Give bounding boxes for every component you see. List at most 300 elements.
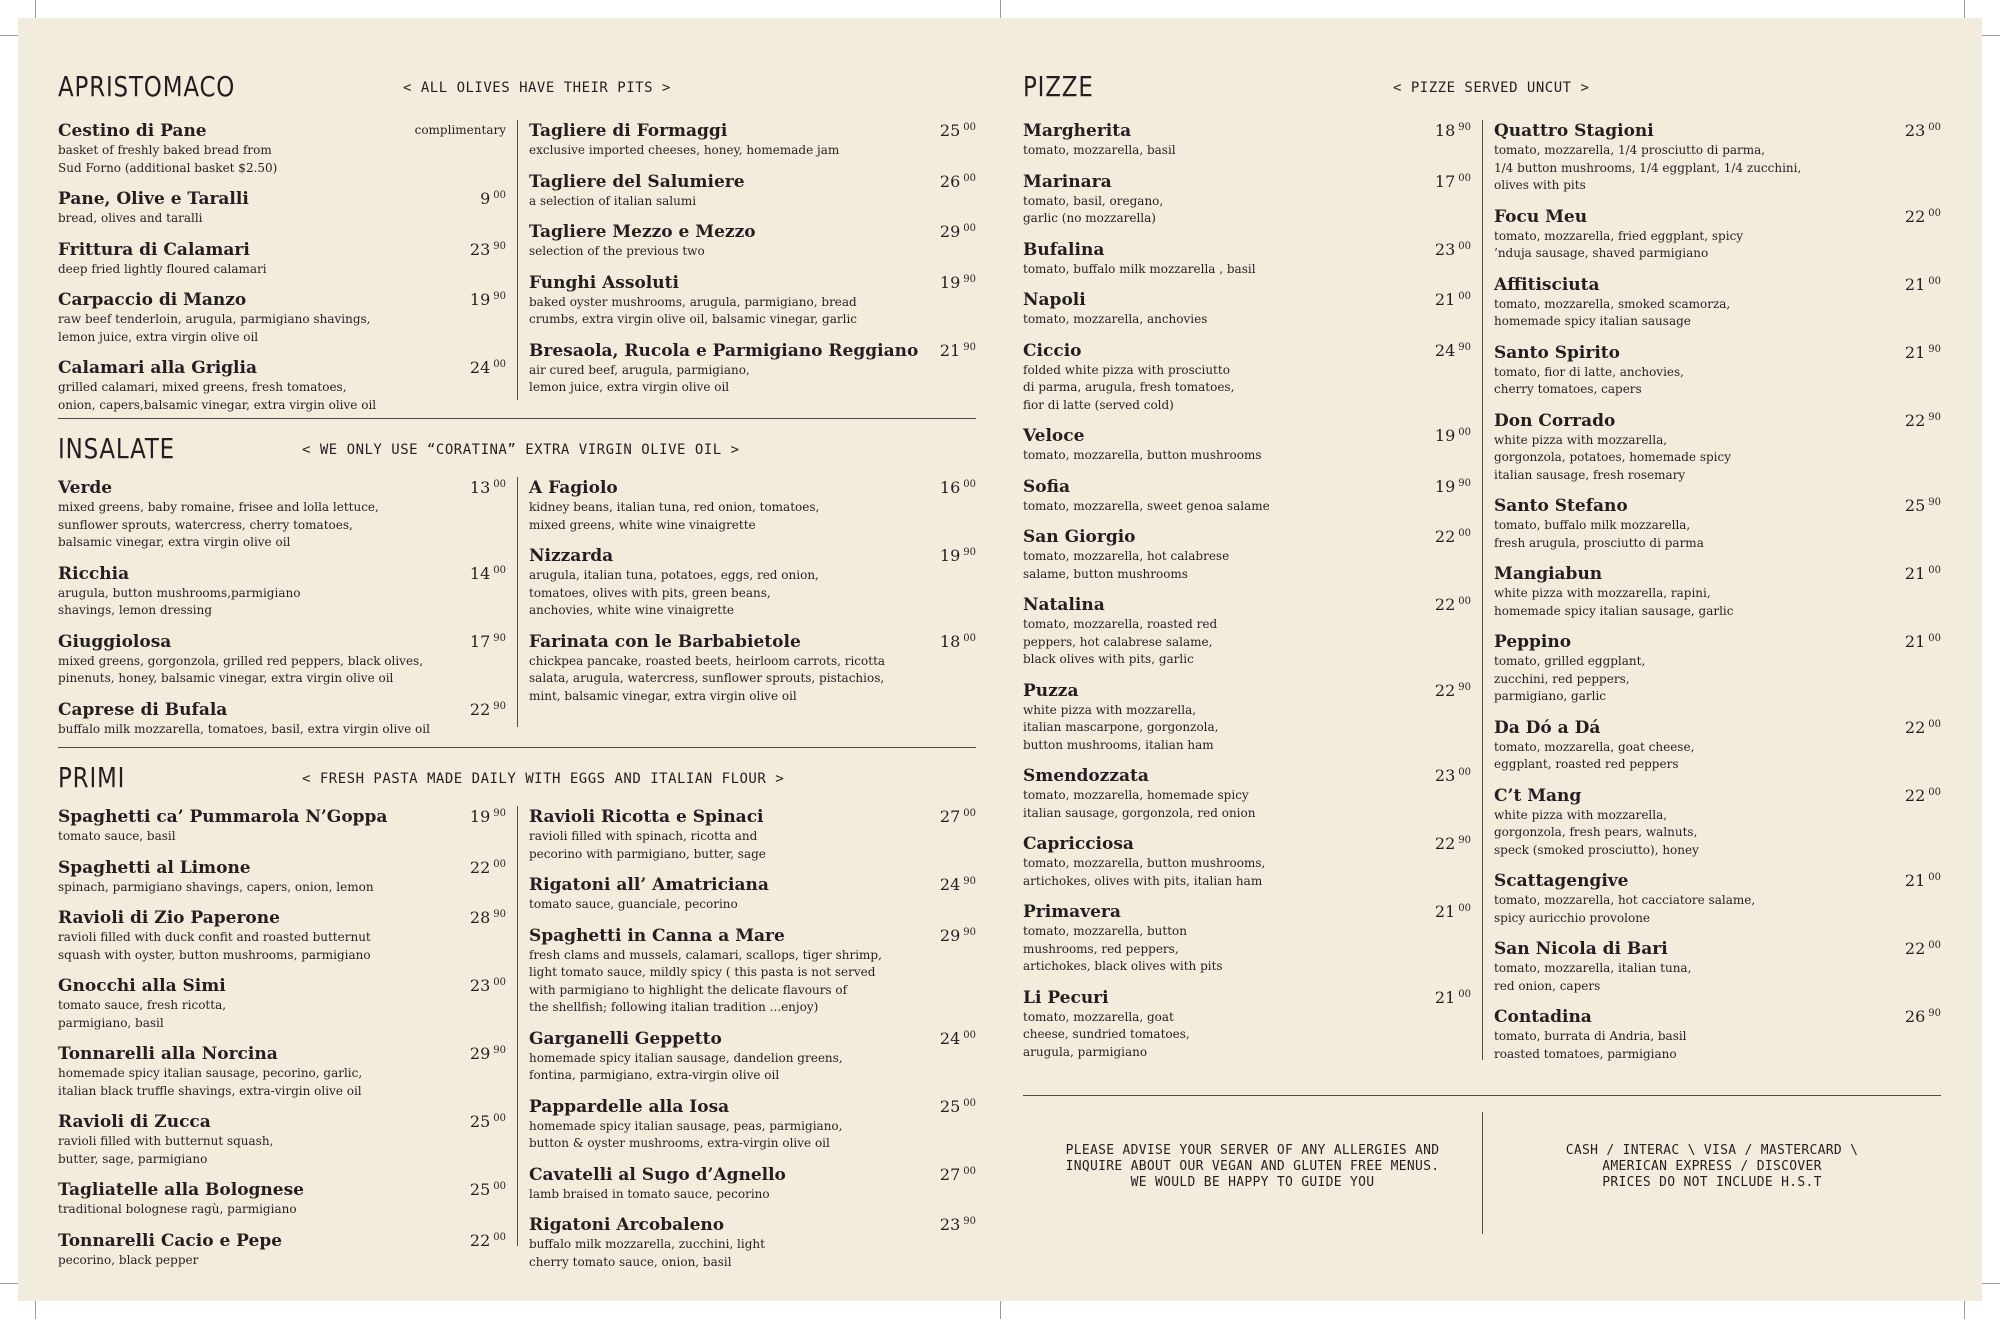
item-name: Santo Spirito: [1494, 342, 1620, 363]
menu-item: [1494, 120, 1941, 195]
item-description: exclusive imported cheeses, honey, homemade jam: [529, 143, 840, 157]
menu-item: [58, 806, 506, 846]
item-price: [1435, 341, 1471, 360]
item-name: Giuggiolosa: [58, 631, 172, 652]
price-amount: 23: [1434, 766, 1456, 785]
item-price: [940, 222, 976, 241]
price-cents: 00: [1458, 988, 1471, 1000]
price-cents: 00: [493, 479, 506, 490]
item-price: [940, 1165, 976, 1184]
menu-item: [58, 563, 506, 620]
item-name: Nizzarda: [529, 546, 614, 566]
item-description: tomato, mozzarella, hot calabrese salame, button mushrooms: [1023, 549, 1230, 581]
item-price: [1905, 871, 1941, 890]
item-description: fresh clams and mussels, calamari, scallops, tiger shrimp, light tomato sauce, mildly spicy ( this pasta is not served with parmigiano to highlight the delicate flavours of the shellfish; following italian tradition ...enjoy): [529, 947, 882, 1014]
item-price: [1435, 766, 1471, 785]
menu-item: [1023, 239, 1471, 279]
menu-item: [529, 545, 976, 620]
price-amount: 22: [1434, 595, 1456, 614]
item-price: [470, 632, 506, 651]
item-price: [940, 632, 976, 651]
price-cents: 90: [493, 1045, 506, 1056]
price-cents: 00: [493, 1231, 506, 1243]
price-amount: 22: [469, 857, 491, 877]
payment-notice: CASH / INTERAC \ VISA / MASTERCARD \ AMERICAN EXPRESS / DISCOVER PRICES DO NOT INCLUDE H.S.T: [1565, 1143, 1859, 1190]
column-divider: [1482, 120, 1483, 1060]
item-description: homemade spicy italian sausage, dandelion greens, fontina, parmigiano, extra-virgin olive oil: [529, 1050, 843, 1082]
price-cents: 90: [1928, 343, 1941, 355]
menu-item: [1023, 425, 1471, 465]
menu-item: [1023, 526, 1471, 583]
item-price: [1905, 496, 1941, 515]
menu-item: [58, 1111, 506, 1168]
item-name: San Giorgio: [1023, 527, 1136, 547]
item-name: Gnocchi alla Simi: [58, 976, 226, 996]
price-cents: 00: [1928, 122, 1941, 133]
crop-mark: [1000, 1301, 1001, 1319]
item-description: homemade spicy italian sausage, peas, parmigiano, button & oyster mushrooms, extra-virgin olive oil: [529, 1118, 843, 1150]
section-insalate: [58, 432, 976, 736]
item-price: [1905, 121, 1941, 140]
item-description: tomato sauce, basil: [58, 829, 176, 843]
item-price: [1435, 834, 1471, 853]
price-cents: 90: [963, 341, 976, 353]
price-amount: 25: [469, 1180, 491, 1199]
menu-item: [58, 239, 506, 279]
item-column: [1023, 120, 1471, 1072]
price-cents: 00: [493, 1181, 506, 1192]
item-name: Scattagengive: [1494, 871, 1629, 891]
item-description: grilled calamari, mixed greens, fresh tomatoes, onion, capers,balsamic vinegar, extra virgin olive oil: [58, 380, 377, 412]
crop-mark: [35, 0, 36, 18]
item-description: tomato, mozzarella, goat cheese, sundried tomatoes, arugula, parmigiano: [1023, 1009, 1190, 1059]
item-column: [529, 477, 976, 716]
item-name: Mangiabun: [1494, 564, 1603, 584]
menu-item: [529, 1096, 976, 1153]
item-description: spinach, parmigiano shavings, capers, onion, lemon: [58, 879, 374, 894]
item-price: [940, 478, 976, 497]
crop-mark: [1964, 1301, 1965, 1319]
item-description: tomato, buffalo milk mozzarella, fresh arugula, prosciutto di parma: [1494, 518, 1704, 550]
price-amount: 24: [469, 358, 491, 377]
item-name: Tonnarelli Cacio e Pepe: [58, 1230, 283, 1251]
item-price: [1905, 632, 1941, 651]
price-cents: 90: [493, 291, 506, 302]
menu-item: [529, 874, 976, 914]
price-amount: 21: [1434, 902, 1456, 921]
menu-item: [1023, 833, 1471, 890]
menu-item: [1023, 289, 1471, 329]
column-divider: [517, 120, 518, 400]
menu-item: [58, 907, 506, 964]
item-price: [940, 1097, 976, 1116]
price-amount: 9: [480, 189, 491, 208]
price-cents: 00: [1928, 633, 1941, 644]
crop-mark: [0, 1283, 18, 1284]
item-description: tomato, grilled eggplant, zucchini, red peppers, parmigiano, garlic: [1494, 654, 1646, 703]
item-price: [470, 358, 506, 377]
crop-mark: [1964, 0, 1965, 18]
price-cents: 90: [493, 909, 506, 920]
item-description: tomato, mozzarella, button mushrooms, red peppers, artichokes, black olives with pits: [1023, 924, 1223, 973]
price-cents: 00: [963, 223, 976, 234]
item-description: raw beef tenderloin, arugula, parmigiano shavings, lemon juice, extra virgin olive oil: [58, 312, 371, 344]
section-apristomaco: [58, 70, 976, 410]
item-name: Tagliere Mezzo e Mezzo: [529, 222, 756, 242]
price-amount: 22: [1434, 527, 1456, 546]
item-price: [470, 700, 506, 719]
price-amount: 22: [1904, 410, 1926, 430]
item-description: ravioli filled with duck confit and roasted butternut squash with oyster, button mushrooms, parmigiano: [58, 930, 371, 962]
item-description: tomato, mozzarella, roasted red peppers, hot calabrese salame, black olives with pits, garlic: [1023, 617, 1218, 666]
price-cents: 90: [963, 876, 976, 887]
menu-item: [58, 857, 506, 897]
section-primi: [58, 761, 976, 1269]
section-title: APRISTOMACO: [58, 70, 236, 103]
price-amount: 19: [939, 272, 961, 292]
item-description: bread, olives and taralli: [58, 211, 203, 225]
price-cents: 00: [1928, 786, 1941, 798]
price-amount: 24: [1434, 340, 1456, 360]
item-name: Napoli: [1023, 290, 1086, 310]
section-note: < WE ONLY USE “CORATINA” EXTRA VIRGIN OLIVE OIL >: [302, 442, 740, 458]
item-name: Carpaccio di Manzo: [58, 290, 247, 310]
menu-item: [58, 357, 506, 414]
price-cents: 00: [1458, 291, 1471, 302]
item-name: Marinara: [1023, 171, 1112, 192]
price-amount: 22: [1904, 206, 1926, 226]
item-name: Spaghetti in Canna a Mare: [529, 925, 785, 946]
item-description: tomato, mozzarella, 1/4 prosciutto di parma, 1/4 button mushrooms, 1/4 eggplant, 1/4 zucchini, olives with pits: [1494, 143, 1802, 192]
item-description: tomato, mozzarella, button mushrooms: [1023, 448, 1262, 462]
item-name: Cestino di Pane: [58, 121, 207, 141]
section-pizze: [1023, 70, 1941, 1070]
menu-item: [1494, 410, 1941, 485]
price-amount: 22: [1904, 785, 1926, 805]
price-amount: 26: [1904, 1007, 1926, 1026]
column-divider: [517, 806, 518, 1246]
item-name: C’t Mang: [1494, 785, 1582, 806]
menu-item: [529, 631, 976, 706]
item-description: ravioli filled with spinach, ricotta and pecorino with parmigiano, butter, sage: [529, 829, 766, 861]
section-title: INSALATE: [58, 432, 175, 465]
price-cents: 90: [963, 1216, 976, 1227]
item-name: Cavatelli al Sugo d’Agnello: [529, 1164, 786, 1185]
item-price: [480, 189, 506, 208]
menu-item: [529, 120, 976, 160]
price-amount: 19: [939, 546, 961, 565]
price-cents: 00: [493, 359, 506, 370]
menu-item: [58, 975, 506, 1032]
item-name: Ravioli di Zucca: [58, 1112, 211, 1132]
item-description: tomato, mozzarella, fried eggplant, spicy ’nduja sausage, shaved parmigiano: [1494, 228, 1744, 260]
price-cents: 00: [493, 977, 506, 988]
price-cents: 90: [493, 808, 506, 819]
item-price: [470, 807, 506, 826]
item-price: [470, 1231, 506, 1250]
price-cents: 90: [1458, 122, 1471, 133]
menu-item: [1023, 171, 1471, 228]
price-amount: 14: [469, 563, 491, 583]
item-name: Rigatoni all’ Amatriciana: [529, 875, 769, 895]
item-description: kidney beans, italian tuna, red onion, tomatoes, mixed greens, white wine vinaigrette: [529, 500, 820, 532]
item-name: Da Dó a Dá: [1494, 717, 1601, 738]
price-amount: 19: [469, 290, 491, 309]
price-amount: 22: [1904, 717, 1926, 737]
item-name: Smendozzata: [1023, 766, 1149, 786]
item-description: tomato, mozzarella, button mushrooms, artichokes, olives with pits, italian ham: [1023, 856, 1266, 888]
item-description: white pizza with mozzarella, gorgonzola, fresh pears, walnuts, speck (smoked prosciutto), honey: [1494, 807, 1699, 857]
price-cents: 00: [493, 858, 506, 870]
item-description: lamb braised in tomato sauce, pecorino: [529, 1186, 770, 1201]
item-name: Ricchia: [58, 563, 130, 584]
price-amount: 21: [1904, 274, 1926, 294]
item-name: Calamari alla Griglia: [58, 358, 257, 378]
price-amount: 23: [469, 239, 491, 259]
column-divider: [517, 477, 518, 727]
item-description: traditional bolognese ragù, parmigiano: [58, 1202, 297, 1216]
price-cents: 00: [493, 190, 506, 201]
price-cents: 00: [1928, 940, 1941, 951]
item-description: a selection of italian salumi: [529, 193, 697, 208]
item-description: tomato sauce, fresh ricotta, parmigiano, basil: [58, 998, 227, 1030]
item-description: homemade spicy italian sausage, pecorino, garlic, italian black truffle shavings, extra-virgin olive oil: [58, 1066, 363, 1098]
price-cents: 90: [1458, 835, 1471, 846]
menu-item: [1023, 987, 1471, 1062]
price-amount: 22: [1904, 939, 1926, 958]
item-price: [1435, 681, 1471, 700]
menu-item: [1494, 274, 1941, 331]
price-cents: 00: [1928, 872, 1941, 883]
item-price: [1905, 564, 1941, 583]
price-amount: 21: [1434, 987, 1456, 1007]
item-price: [940, 273, 976, 292]
price-amount: 19: [469, 807, 491, 826]
item-description: baked oyster mushrooms, arugula, parmigiano, bread crumbs, extra virgin olive oil, balsamic vinegar, garlic: [529, 294, 858, 326]
menu-item: [1494, 870, 1941, 927]
price-cents: 90: [493, 632, 506, 644]
item-description: buffalo milk mozzarella, zucchini, light cherry tomato sauce, onion, basil: [529, 1237, 765, 1269]
item-price: [1435, 988, 1471, 1007]
price-amount: 23: [939, 1215, 961, 1234]
menu-item: [58, 699, 506, 739]
crop-mark: [1982, 1283, 2000, 1284]
item-name: Natalina: [1023, 595, 1105, 615]
item-name: Tagliatelle alla Bolognese: [58, 1180, 304, 1200]
price-amount: 21: [1904, 871, 1926, 890]
item-name: Funghi Assoluti: [529, 272, 679, 293]
item-name: Santo Stefano: [1494, 496, 1628, 516]
price-amount: 13: [469, 478, 491, 497]
item-description: white pizza with mozzarella, gorgonzola, potatoes, homemade spicy italian sausage, fresh rosemary: [1494, 432, 1732, 482]
item-price: [470, 290, 506, 309]
price-amount: 25: [469, 1112, 491, 1131]
price-amount: 17: [1434, 171, 1456, 191]
item-price: [470, 1044, 506, 1063]
menu-item: [529, 477, 976, 534]
menu-item: [1494, 206, 1941, 263]
item-description: tomato sauce, guanciale, pecorino: [529, 897, 738, 911]
item-column: [58, 806, 506, 1280]
item-price: [1435, 426, 1471, 445]
price-cents: 00: [1458, 596, 1471, 607]
item-description: arugula, italian tuna, potatoes, eggs, red onion, tomatoes, olives with pits, green beans, anchovies, white wine vinaigrette: [529, 568, 819, 617]
price-amount: 22: [469, 699, 491, 719]
item-description: tomato, mozzarella, smoked scamorza, homemade spicy italian sausage: [1494, 296, 1731, 328]
price-amount: 22: [469, 1230, 491, 1250]
price-amount: 19: [1434, 426, 1456, 445]
item-price: [940, 172, 976, 191]
price-amount: 23: [1434, 239, 1456, 259]
item-price: [470, 908, 506, 927]
price-amount: 24: [939, 1028, 961, 1048]
price-cents: 90: [493, 700, 506, 712]
item-name: A Fagiolo: [529, 478, 618, 498]
price-cents: 90: [1928, 411, 1941, 423]
item-name: Pappardelle alla Iosa: [529, 1096, 730, 1117]
menu-item: [58, 1179, 506, 1219]
price-cents: 00: [1928, 718, 1941, 730]
menu-item: [58, 120, 506, 177]
item-column: [58, 120, 506, 425]
item-description: white pizza with mozzarella, rapini, homemade spicy italian sausage, garlic: [1494, 586, 1734, 618]
item-price: [940, 341, 976, 360]
section-title: PIZZE: [1023, 70, 1094, 103]
item-column: [529, 120, 976, 408]
item-description: chickpea pancake, roasted beets, heirloom carrots, ricotta salata, arugula, watercress, sunflower sprouts, pistachios, mint, balsamic vinegar, extra virgin olive oil: [529, 653, 886, 703]
item-description: tomato, mozzarella, anchovies: [1023, 312, 1208, 326]
price-cents: 00: [1928, 275, 1941, 287]
item-price: [1435, 595, 1471, 614]
price-amount: 29: [939, 925, 961, 945]
price-cents: 00: [963, 632, 976, 644]
item-column: [58, 477, 506, 749]
menu-item: [1023, 476, 1471, 516]
section-note: < FRESH PASTA MADE DAILY WITH EGGS AND ITALIAN FLOUR >: [302, 771, 785, 787]
menu-item: [1023, 901, 1471, 976]
price-cents: 90: [1928, 497, 1941, 508]
section-title: PRIMI: [58, 761, 126, 794]
item-price: [1435, 527, 1471, 546]
price-amount: 18: [1434, 121, 1456, 140]
item-description: folded white pizza with prosciutto di parma, arugula, fresh tomatoes, fior di latte (served cold): [1023, 362, 1235, 412]
price-cents: 00: [1458, 427, 1471, 438]
price-amount: complimentary: [414, 123, 506, 137]
item-description: deep fried lightly floured calamari: [58, 261, 267, 276]
price-amount: 19: [1434, 476, 1456, 496]
item-name: Quattro Stagioni: [1494, 121, 1654, 141]
section-note: < PIZZE SERVED UNCUT >: [1393, 80, 1590, 96]
price-amount: 16: [939, 478, 961, 497]
item-name: San Nicola di Bari: [1494, 939, 1668, 959]
price-amount: 27: [939, 1164, 961, 1184]
price-amount: 29: [939, 222, 961, 241]
price-cents: 00: [493, 564, 506, 576]
item-price: [470, 976, 506, 995]
menu-item: [58, 1230, 506, 1270]
menu-item: [58, 289, 506, 346]
item-price: [940, 1215, 976, 1234]
item-name: Tagliere di Formaggi: [529, 121, 728, 141]
price-amount: 28: [469, 908, 491, 927]
item-name: Don Corrado: [1494, 410, 1616, 431]
item-name: Sofia: [1023, 476, 1070, 497]
item-description: ravioli filled with butternut squash, butter, sage, parmigiano: [58, 1134, 274, 1166]
item-description: tomato, mozzarella, goat cheese, eggplant, roasted red peppers: [1494, 739, 1695, 771]
price-amount: 21: [939, 340, 961, 360]
item-name: Bufalina: [1023, 239, 1105, 260]
item-description: tomato, fior di latte, anchovies, cherry tomatoes, capers: [1494, 364, 1684, 396]
item-description: tomato, mozzarella, hot cacciatore salame, spicy auricchio provolone: [1494, 893, 1756, 925]
item-price: [470, 1112, 506, 1131]
price-cents: 00: [963, 1097, 976, 1109]
item-price: [1905, 275, 1941, 294]
price-amount: 27: [939, 807, 961, 826]
item-price: [1905, 1007, 1941, 1026]
item-description: air cured beef, arugula, parmigiano, lemon juice, extra virgin olive oil: [529, 362, 750, 394]
menu-item: [58, 188, 506, 228]
menu-item: [1494, 938, 1941, 995]
price-cents: 90: [1458, 681, 1471, 693]
item-name: Tagliere del Salumiere: [529, 171, 745, 192]
item-description: mixed greens, gorgonzola, grilled red peppers, black olives, pinenuts, honey, balsamic vinegar, extra virgin olive oil: [58, 653, 424, 685]
item-price: [470, 564, 506, 583]
item-description: arugula, button mushrooms,parmigiano shavings, lemon dressing: [58, 585, 301, 617]
price-amount: 22: [1434, 834, 1456, 853]
item-description: selection of the previous two: [529, 244, 705, 258]
item-name: Margherita: [1023, 121, 1132, 141]
item-price: [470, 240, 506, 259]
item-description: tomato, mozzarella, basil: [1023, 143, 1176, 157]
item-price: [470, 478, 506, 497]
menu-item: [529, 806, 976, 863]
item-name: Contadina: [1494, 1007, 1592, 1027]
menu-item: [529, 171, 976, 211]
item-name: Pane, Olive e Taralli: [58, 189, 249, 209]
menu-item: [529, 925, 976, 1017]
price-amount: 25: [939, 1096, 961, 1116]
menu-item: [58, 1043, 506, 1100]
menu-item: [1494, 495, 1941, 552]
price-amount: 22: [1434, 680, 1456, 700]
crop-mark: [1000, 0, 1001, 18]
item-price: [1435, 172, 1471, 191]
item-name: Spaghetti al Limone: [58, 857, 251, 878]
item-name: Affitisciuta: [1494, 274, 1600, 295]
price-cents: 00: [963, 1029, 976, 1041]
item-price: [470, 1180, 506, 1199]
price-amount: 21: [1434, 290, 1456, 309]
price-amount: 24: [939, 875, 961, 894]
item-name: Farinata con le Barbabietole: [529, 631, 801, 652]
item-description: mixed greens, baby romaine, frisee and lolla lettuce, sunflower sprouts, watercress, cherry tomatoes, balsamic vinegar, extra virgin olive oil: [58, 500, 379, 549]
item-price: [1435, 290, 1471, 309]
item-price: [1435, 121, 1471, 140]
item-description: white pizza with mozzarella, italian mascarpone, gorgonzola, button mushrooms, italian ham: [1023, 702, 1219, 752]
price-cents: 00: [963, 1165, 976, 1177]
price-cents: 90: [963, 273, 976, 285]
item-description: tomato, mozzarella, homemade spicy italian sausage, gorgonzola, red onion: [1023, 788, 1256, 820]
price-cents: 00: [1928, 207, 1941, 219]
item-name: Li Pecuri: [1023, 987, 1109, 1008]
item-name: Peppino: [1494, 632, 1572, 652]
price-cents: 00: [1928, 565, 1941, 576]
price-amount: 21: [1904, 564, 1926, 583]
item-description: basket of freshly baked bread from Sud Forno (additional basket $2.50): [58, 143, 278, 175]
price-cents: 00: [1458, 903, 1471, 914]
item-price: [1435, 902, 1471, 921]
item-price: [1905, 207, 1941, 226]
